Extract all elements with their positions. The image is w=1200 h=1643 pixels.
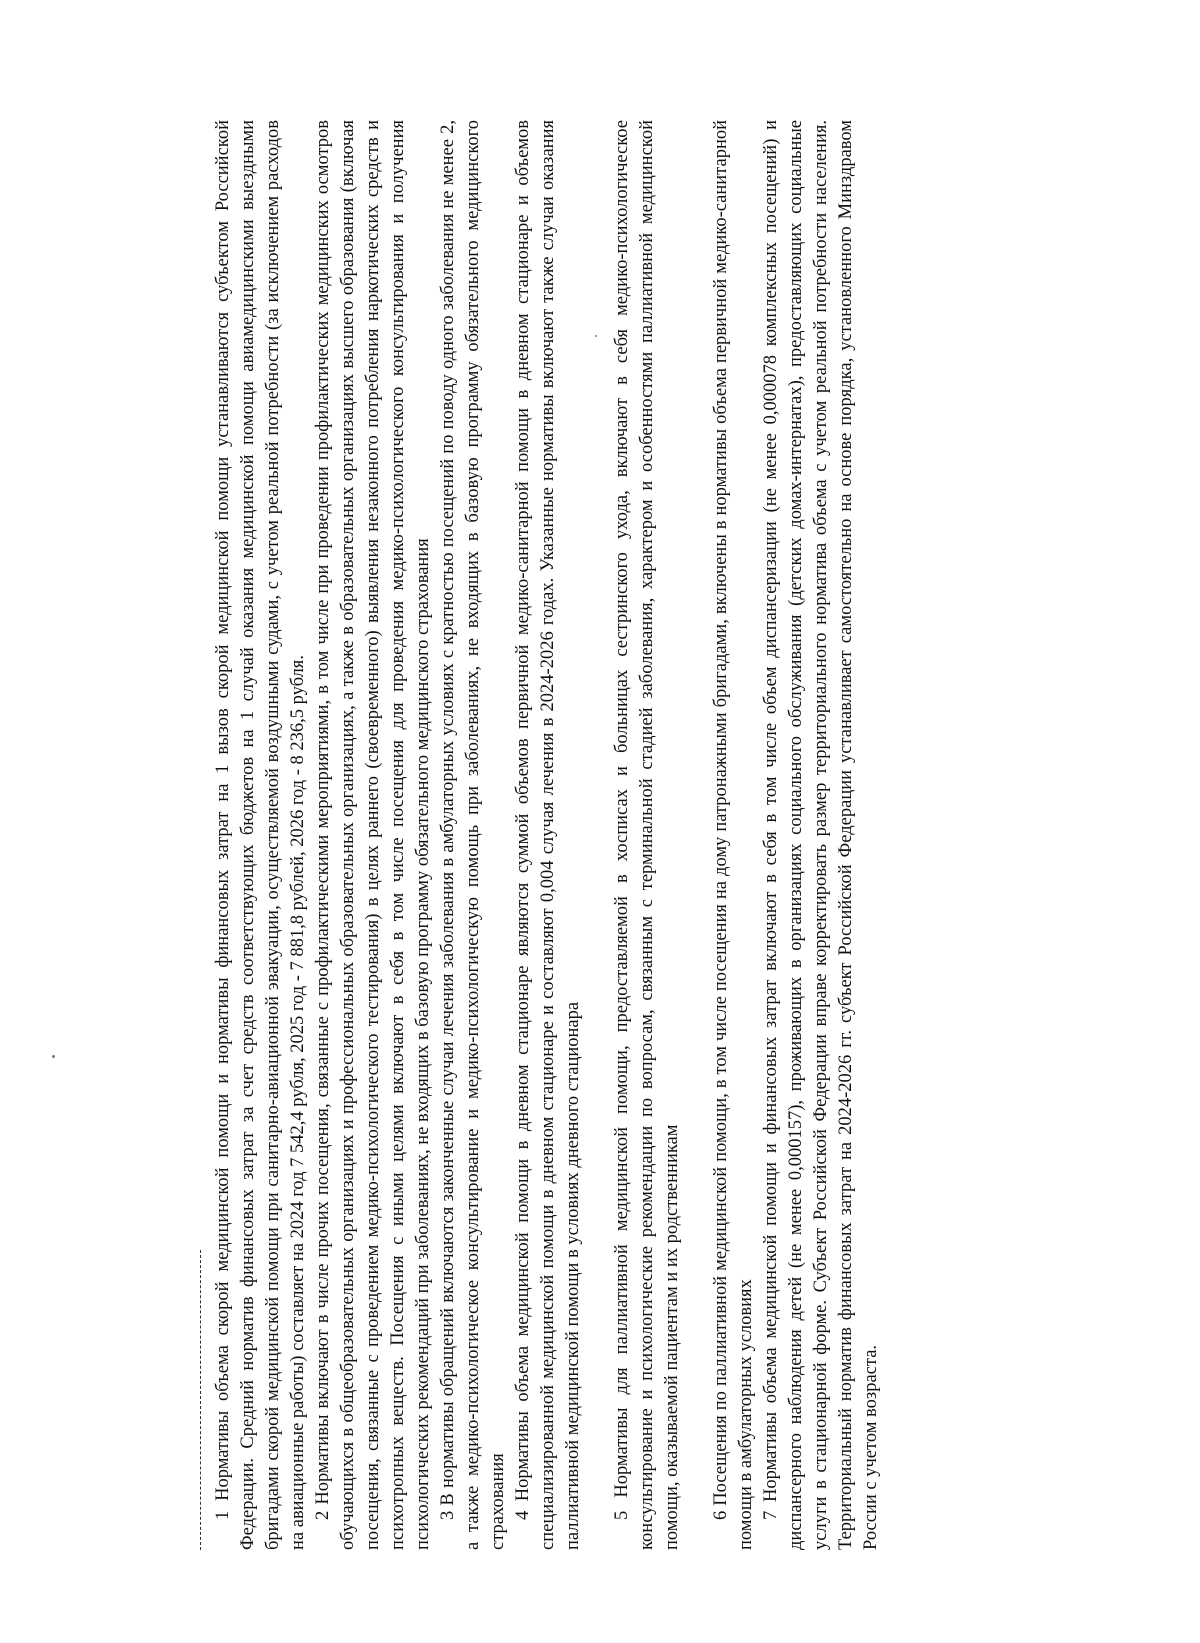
footnote-2 <box>311 120 436 1550</box>
footnote-text: Нормативы объема скорой медицинской помощи и нормативы финансовых затрат на 1 вызов скорой медицинской помощи устанавливаются субъектом Российской Федерации. Средний норматив финансовых затрат за счет средств соответствующих бюджетов на 1 случай оказания медицинской помощи авиамедицинскими выездными бригадами скорой медицинской помощи при санитарно-авиационной эвакуации, осуществляемой воздушными судами, с учетом реальной потребности (за исключением расходов на авиационные работы) составляет на 2024 год 7 542,4 рубля, 2025 год - 7 881,8 рублей, 2026 год - 8 236,5 рубля. <box>213 120 308 1550</box>
paragraph-gap <box>586 120 610 1550</box>
footnote-5 <box>610 120 685 1550</box>
footnote-1 <box>211 120 311 1550</box>
footnote-number: 2 <box>313 1510 333 1520</box>
footnote-text: Нормативы включают в числе прочих посещения, связанные с профилактическими мероприятиями, в том числе при проведении профилактических медицинских осмотров обучающихся в общеобразовательных организациях и профессиональных образовательных организациях, а также в образовательных организациях высшего образования (включая посещения, связанные с проведением медико-психологического тестирования) в целях раннего (своевременного) выявления незаконного потребления наркотических средств и психотропных веществ. Посещения с иными целями включают в себя в том числе посещения для проведения медико-психологического консультирования и получения психологических рекомендаций при заболеваниях, не входящих в базовую программу обязательного медицинского страхования <box>313 119 433 1550</box>
scan-speck <box>52 1055 55 1058</box>
footnote-7 <box>759 120 884 1550</box>
footnote-text: В нормативы обращений включаются законченные случаи лечения заболевания в амбулаторных условиях с кратностью посещений по поводу одного заболевания не менее 2, а также медико-психологическое консультирование и медико-психологическую помощь при заболеваниях, не входящих в базовую программу обязательного медицинского страхования <box>438 120 508 1550</box>
footnote-4 <box>511 120 586 1550</box>
footnote-number: 3 <box>438 1510 458 1520</box>
footnote-text: Нормативы для паллиативной медицинской помощи, предоставляемой в хосписах и больницах сестринского ухода, включают в себя медико-психологическое консультирование и психологические рекомендации по вопросам, связанным с терминальной стадией заболевания, характером и особенностями паллиативной медицинской помощи, оказываемой пациентам и их родственникам <box>612 120 682 1550</box>
footnote-text: Посещения по паллиативной медицинской помощи, в том числе посещения на дому патронажными бригадами, включены в нормативы объема первичной медико-санитарной помощи в амбулаторных условиях <box>711 119 756 1550</box>
footnote-6 <box>709 120 759 1550</box>
footnote-number: 6 <box>711 1510 731 1520</box>
footnote-number: 1 <box>213 1510 233 1520</box>
scan-speck <box>595 335 597 337</box>
footnote-3 <box>436 120 511 1550</box>
rotated-page-content <box>200 120 1090 1550</box>
footnote-text: Нормативы объема медицинской помощи и финансовых затрат включают в себя в том числе объем диспансеризации (не менее 0,000078 комплексных посещений) и диспансерного наблюдения детей (не менее 0,000157), проживающих в организациях социального обслуживания (детских домах-интернатах), предоставляющих социальные услуги в стационарной форме. Субъект Российской Федерации вправе корректировать размер территориального норматива объема с учетом реальной потребности населения. Территориальный норматив финансовых затрат на 2024-2026 гг. субъект Российской Федерации устанавливает самостоятельно на основе порядка, установленного Минздравом России с учетом возраста. <box>761 119 881 1550</box>
paragraph-gap <box>685 120 709 1550</box>
footnote-separator <box>200 1250 201 1550</box>
footnote-number: 7 <box>761 1510 781 1520</box>
footnote-number: 4 <box>513 1510 533 1520</box>
footnote-text: Нормативы объема медицинской помощи в дневном стационаре являются суммой объемов первичной медико-санитарной помощи в дневном стационаре и объемов специализированной медицинской помощи в дневном стационаре и составляют 0,004 случая лечения в 2024-2026 годах. Указанные нормативы включают также случаи оказания паллиативной медицинской помощи в условиях дневного стационара <box>513 120 583 1550</box>
footnote-number: 5 <box>612 1510 632 1520</box>
